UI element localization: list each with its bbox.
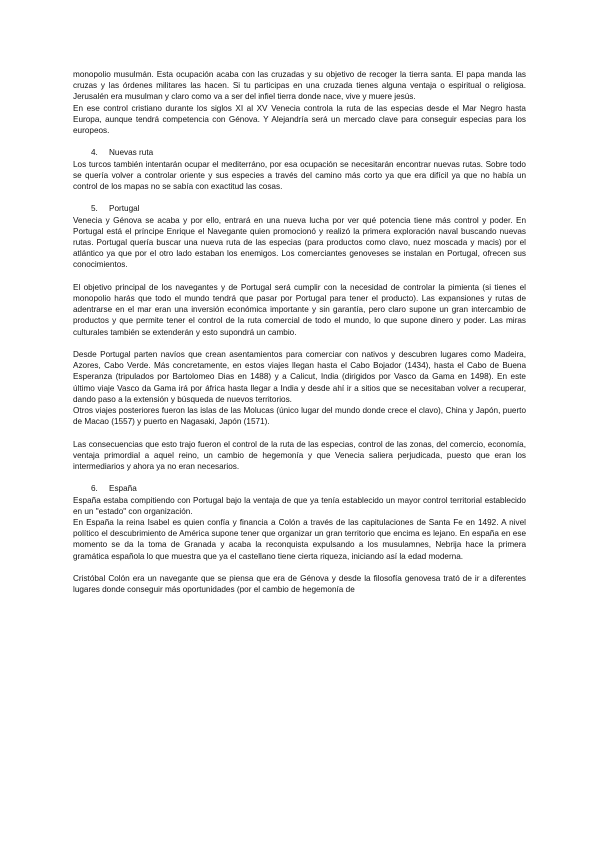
paragraph-spacer [73,472,526,483]
section-number: 4. [91,148,98,158]
paragraph: Venecia y Génova se acaba y por ello, entrará en una nueva lucha por ver qué potencia tiene más control y poder. En Portugal está el príncipe Enrique el Navegante quien promocionó y realizó la primera exploración naval buscando nuevas rutas. Portugal quería buscar una nueva ruta de las especias (para productos como clavo, nuez moscada y macis) por el atlántico ya que por el otro lado estaban los enemigos. Los comerciantes genoveses se instalan en Portugal, ofrecen sus conocimientos. [73,215,526,270]
paragraph: Otros viajes posteriores fueron las islas de las Molucas (único lugar del mundo donde crece el clavo), China y Japón, puerto de Macao (1557) y puerto en Nagasaki, Japón (1571). [73,406,526,427]
section-title: Portugal [109,204,140,214]
paragraph-spacer [73,192,526,203]
document-body [73,69,526,595]
section-title: España [109,484,137,494]
paragraph-spacer [73,427,526,438]
paragraph-spacer [73,338,526,349]
paragraph-spacer [73,136,526,147]
section-number: 5. [91,204,98,214]
section-title: Nuevas ruta [109,148,154,158]
paragraph: Los turcos también intentarán ocupar el mediterráno, por esa ocupación se necesitarán encontrar nuevas rutas. Sobre todo se quería volver a controlar oriente y sus especies a través del camino más corto ya que era difícil ya que no había un control de los mapas no se sabía con exactitud las cosas. [73,159,526,192]
paragraph: En ese control cristiano durante los siglos XI al XV Venecia controla la ruta de las especias desde el Mar Negro hasta Europa, aunque tendrá competencia con Génova. Y Alejandría será un mercado clave para conseguir especias para los europeos. [73,103,526,136]
paragraph-spacer [73,271,526,282]
section-heading [73,483,526,494]
paragraph: Desde Portugal parten navíos que crean asentamientos para comerciar con nativos y descubren lugares como Madeira, Azores, Cabo Verde. Más concretamente, en estos viajes llegan hasta el Cabo Bojador (1434), hasta el Cabo de Buena Esperanza (tripulados por Bartolomeo Dias en 1488) y a Calicut, India (dirigidos por Vasco da Gama en 1498). En este último viaje Vasco da Gama irá por áfrica hasta llegar a India y desde ahí ir a sitios que se necesitaban volver a recuperar, dando paso a la extensión y búsqueda de nuevos territorios. [73,350,526,404]
paragraph: El objetivo principal de los navegantes y de Portugal será cumplir con la necesidad de controlar la pimienta (si tienes el monopolio harás que todo el mundo tendrá que pasar por Portugal para tener el producto). Las expansiones y rutas de adentrarse en el mar eran una inversión económica importante y sin garantía, pero claro supone un gran intercambio de productos y que permite tener el control de la ruta comercial de todo el mundo, lo que supone dinero y poder. Las miras culturales también se extenderán y esto supondrá un cambio. [73,282,526,337]
section-heading [73,203,526,214]
paragraph: En España la reina Isabel es quien confía y financia a Colón a través de las capitulaciones de Santa Fe en 1492. A nivel político el descubrimiento de América supone tener que organizar un gran territorio que encima es lejano. En españa en ese momento se da la toma de Granada y acaba la reconquista expulsando a los musulamnes, Nebrija hace la primera gramática española lo que muestra que ya el castellano tiene cierta riqueza, iniciando así la edad moderna. [73,518,526,561]
paragraph: España estaba compitiendo con Portugal bajo la ventaja de que ya tenía establecido un mayor control territorial establecido en un "estado" con organización. [73,495,526,516]
paragraph: Las consecuencias que esto trajo fueron el control de la ruta de las especias, control de las zonas, del comercio, economía, ventaja primordial a aquel reino, un cambio de hegemonía y que Venecia saliera perjudicada, puesto que eran los intermediarios y ahora ya no eran necesarios. [73,439,526,472]
section-number: 6. [91,484,98,494]
paragraph-spacer [73,562,526,573]
paragraph: Cristóbal Colón era un navegante que se piensa que era de Génova y desde la filosofía genovesa trató de ir a diferentes lugares donde conseguir más oportunidades (por el cambio de hegemonía de [73,574,526,595]
section-heading [73,147,526,158]
paragraph: monopolio musulmán. Esta ocupación acaba con las cruzadas y su objetivo de recoger la tierra santa. El papa manda las cruzas y las órdenes militares las hacen. Si tu participas en una cruzada tienes alguna ventaja o espiritual o religiosa. Jerusalén era musulman y claro como va a ser del infiel tierra donde nace, vive y muere jesús. [73,70,526,102]
